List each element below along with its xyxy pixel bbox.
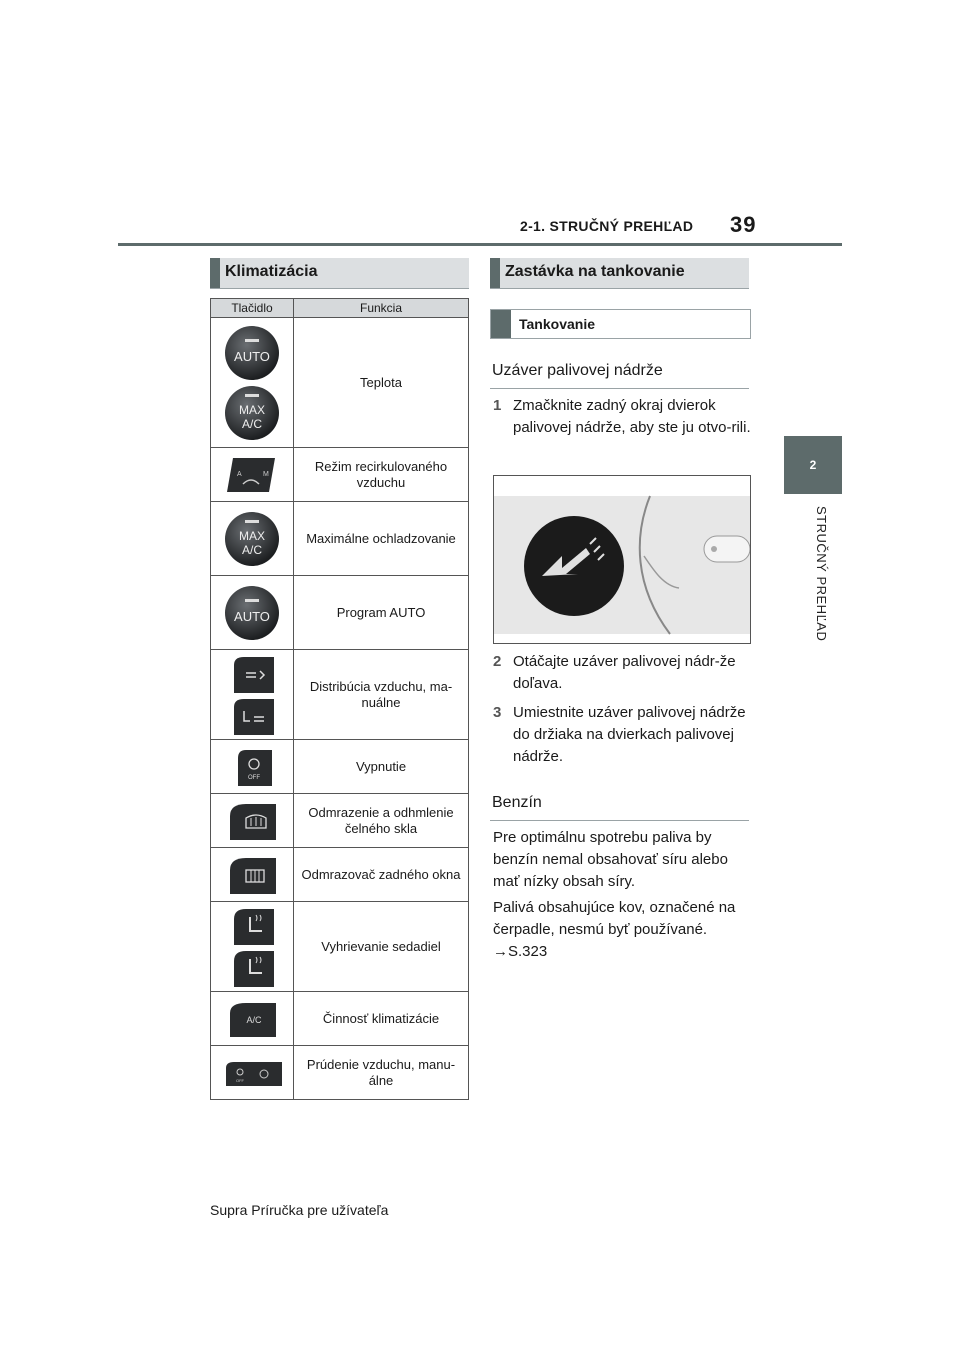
fuel-heading-text: Benzín [492, 794, 542, 811]
step-3 [493, 702, 755, 768]
auto-button-icon [224, 325, 280, 381]
rear-window-defrost-icon [228, 856, 276, 894]
refueling-subheading [490, 309, 751, 339]
fuel-heading [490, 788, 749, 821]
page-reference-link[interactable]: →S.323 [493, 943, 548, 960]
chapter-tab [784, 436, 842, 494]
table-row [211, 740, 469, 794]
page-number: 39 [730, 212, 757, 237]
function-label: Odmrazenie a odhmlenie čelného skla [308, 804, 454, 836]
svg-text:A: A [237, 470, 242, 478]
seat-heater-icon [230, 907, 274, 945]
step-number: 2 [493, 653, 502, 670]
step-number: 3 [493, 704, 502, 721]
column-header-function: Funkcia [294, 299, 469, 318]
step-text: Umiestnite uzáver palivovej nádrže do držiaka na dvierkach palivovej nádrže. [513, 704, 746, 765]
fuel-door-illustration [493, 475, 751, 644]
svg-text:A/C: A/C [241, 542, 263, 557]
chapter-label: STRUČNÝ PREHĽAD [814, 506, 829, 642]
function-label: Vyhrievanie sedadiel [321, 938, 441, 954]
max-ac-button-icon [224, 385, 280, 441]
table-row [211, 992, 469, 1046]
climate-table [210, 298, 469, 1100]
fuel-paragraph-1: Pre optimálnu spotrebu paliva by benzín nemal obsahovať síru alebo mať nízky obsah síry. [493, 829, 728, 890]
auto-button-icon [224, 585, 280, 641]
climate-heading-text: Klimatizácia [225, 263, 318, 280]
svg-text:A/C: A/C [246, 1014, 262, 1025]
windshield-defrost-icon [228, 802, 276, 840]
function-label: Teplota [360, 374, 402, 390]
air-distribution-upper-icon [230, 655, 274, 693]
cap-heading [490, 356, 749, 389]
table-row [211, 448, 469, 502]
column-header-button: Tlačidlo [211, 299, 294, 318]
table-row [211, 502, 469, 576]
table-row [211, 318, 469, 448]
table-row [211, 794, 469, 848]
function-label: Vypnutie [355, 758, 407, 774]
svg-text:MAX: MAX [238, 402, 266, 417]
svg-text:AUTO: AUTO [234, 348, 270, 364]
step-1 [493, 395, 755, 461]
chapter-number: 2 [809, 458, 817, 472]
subheading-marker [491, 310, 511, 338]
svg-text:A/C: A/C [241, 416, 263, 431]
refuel-heading [490, 258, 749, 289]
function-label: Režim recirkulovaného vzduchu [314, 458, 448, 490]
function-label: Program AUTO [336, 604, 426, 620]
svg-text:OFF: OFF [248, 774, 260, 781]
table-row [211, 1046, 469, 1100]
step-text: Otáčajte uzáver palivovej nádr-že doľava. [513, 653, 736, 692]
svg-text:M: M [263, 470, 269, 478]
step-2 [493, 651, 755, 695]
table-row [211, 576, 469, 650]
seat-heater-icon [230, 949, 274, 987]
step-text: Zmačknite zadný okraj dvierok palivovej nádrže, aby ste ju otvo-rili. [513, 397, 751, 436]
svg-text:MAX: MAX [238, 528, 266, 543]
cap-heading-text: Uzáver palivovej nádrže [492, 362, 663, 379]
header-rule [118, 243, 842, 246]
ac-button-icon [228, 1001, 276, 1037]
step-number: 1 [493, 397, 502, 414]
fan-off-button-icon [232, 748, 272, 786]
heading-marker [210, 258, 220, 288]
refueling-subheading-text: Tankovanie [519, 316, 595, 332]
function-label: Distribúcia vzduchu, ma-nuálne [309, 678, 453, 710]
function-label: Prúdenie vzduchu, manu-álne [306, 1056, 456, 1088]
table-row [211, 902, 469, 992]
table-row [211, 650, 469, 740]
refuel-heading-text: Zastávka na tankovanie [505, 263, 685, 280]
svg-text:AUTO: AUTO [234, 608, 270, 624]
fan-speed-button-icon [222, 1060, 282, 1086]
air-distribution-lower-icon [230, 697, 274, 735]
function-label: Maximálne ochladzovanie [306, 530, 456, 546]
function-label: Činnosť klimatizácie [322, 1010, 440, 1026]
table-row [211, 848, 469, 902]
section-title: 2-1. STRUČNÝ PREHĽAD [520, 218, 694, 234]
heading-marker [490, 258, 500, 288]
function-label: Odmrazovač zadného okna [301, 866, 461, 882]
fuel-paragraph-2: Palivá obsahujúce kov, označené na čerpadle, nesmú byť používané. [493, 899, 736, 938]
footer-text: Supra Príručka pre užívateľa [210, 1202, 389, 1218]
recirculation-button-icon [225, 456, 279, 494]
climate-heading [210, 258, 469, 289]
fuel-door-drawing [494, 476, 750, 643]
svg-text:OFF: OFF [236, 1077, 244, 1083]
max-ac-button-icon [224, 511, 280, 567]
